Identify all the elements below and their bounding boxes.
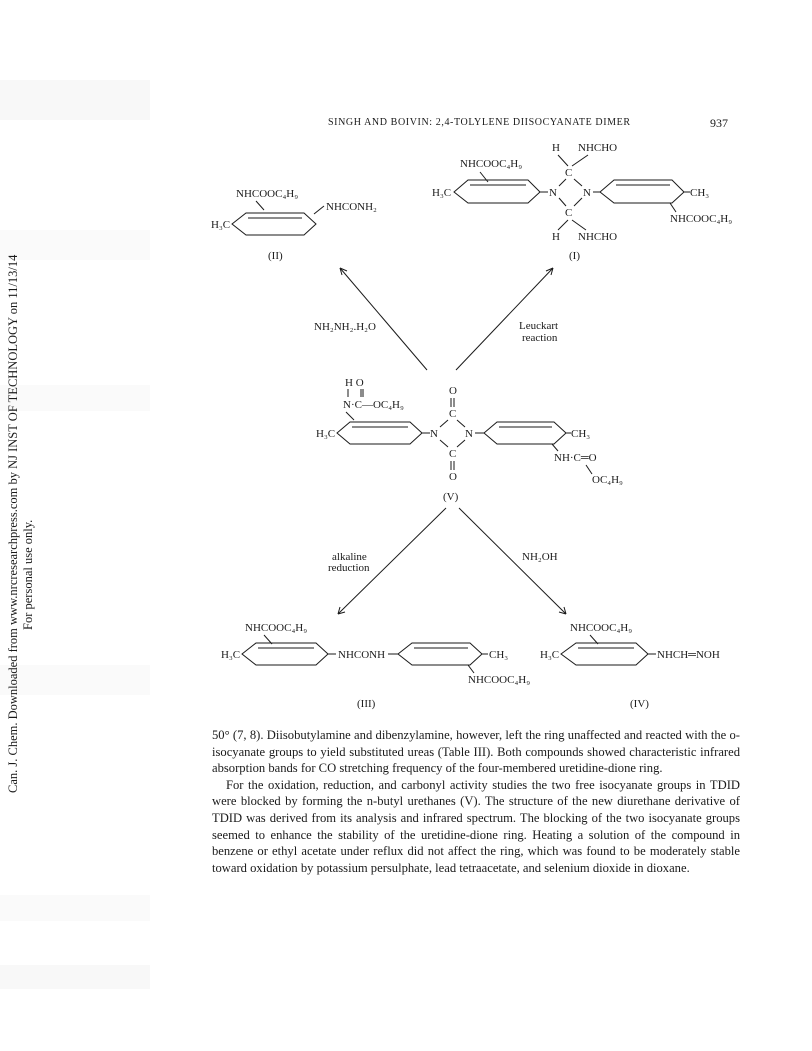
running-title: SINGH AND BOIVIN: 2,4-TOLYLENE DIISOCYANATE DIMER [328, 117, 631, 128]
reagent-to-II: NH₂NH₂.H₂O [314, 321, 376, 333]
compound-III-methyl-left: H₃C [221, 649, 241, 661]
scan-artifact [0, 965, 150, 989]
compound-IV-label: (IV) [630, 698, 649, 710]
compound-V-o-top: O [449, 385, 457, 397]
reagent-to-III-line2: reduction [328, 562, 370, 574]
compound-I-bottom-h: H [552, 231, 560, 243]
compound-I-n-right: N [583, 187, 591, 199]
compound-V-h-o: H O [345, 377, 364, 389]
personal-use-line: For personal use only. [21, 519, 35, 630]
compound-II-methyl: H₃C [211, 219, 231, 231]
reagent-to-I-line1: Leuckart [519, 320, 559, 332]
download-line: Can. J. Chem. Downloaded from www.nrcresearchpress.com by NJ INST OF TECHNOLOGY on 11/13/14 [6, 254, 20, 793]
compound-II [211, 188, 377, 262]
compound-I-n-left: N [549, 187, 557, 199]
compound-V-n-right: N [465, 428, 473, 440]
compound-I-c-bottom: C [565, 207, 573, 219]
body-text [212, 727, 740, 876]
compound-V-urethane: N·C—OC₄H₉ [343, 399, 404, 411]
paragraph-2: For the oxidation, reduction, and carbonyl activity studies the two free isocyanate groups in TDID were blocked by forming the n-butyl urethanes (V). The structure of the new diurethane derivative of TDID was derived from its analysis and infrared spectrum. The blocking of the two isocyanate groups seemed to enhance the stability of the uretidine-dione ring. Heating a solution of the compound in benzene or ethyl acetate under reflux did not affect the ring, which was found to be moderately stable toward oxidation by potassium persulphate, lead tetraacetate, and selenium dioxide in dioxane. [212, 777, 740, 875]
compound-V [316, 377, 623, 503]
compound-III-label: (III) [357, 698, 376, 710]
compound-V-methyl-right: CH₃ [571, 428, 591, 440]
compound-I-label: (I) [569, 250, 580, 262]
compound-III-sub-left: NHCOOC₄H₉ [245, 622, 308, 634]
compound-III [221, 622, 530, 710]
compound-V-n-left: N [430, 428, 438, 440]
compound-IV [540, 622, 720, 710]
compound-I-c-top: C [565, 167, 573, 179]
compound-V-methyl-left: H₃C [316, 428, 336, 440]
compound-I-top-h: H [552, 142, 560, 154]
compound-V-nh-co: NH·C═O [554, 452, 597, 464]
compound-I-left-methyl: H₃C [432, 187, 452, 199]
compound-I [432, 142, 732, 262]
compound-IV-oxime: NHCH═NOH [657, 649, 720, 661]
compound-V-o-bottom: O [449, 471, 457, 483]
compound-V-c-bottom: C [449, 448, 457, 460]
compound-V-c-top: C [449, 408, 457, 420]
reagent-to-I-line2: reaction [522, 332, 558, 344]
compound-II-sub1: NHCOOC₄H₉ [236, 188, 299, 200]
scan-artifact [0, 895, 150, 921]
compound-IV-sub: NHCOOC₄H₉ [570, 622, 633, 634]
page-number: 937 [710, 116, 728, 130]
paragraph-1: 50° (7, 8). Diisobutylamine and dibenzylamine, however, left the ring unaffected and reacted with the o-isocyanate groups to yield substituted ureas (Table III). Both compounds showed characteristic infrared absorption bands for CO stretching frequency of the four-membered uretidine-dione ring. [212, 728, 740, 776]
compound-II-label: (II) [268, 250, 283, 262]
compound-III-methyl-right: CH₃ [489, 649, 509, 661]
compound-III-sub-right: NHCOOC₄H₉ [468, 674, 531, 686]
compound-I-bottom-group: NHCHO [578, 231, 618, 243]
compound-V-label: (V) [443, 491, 459, 503]
compound-V-oc4h9: OC₄H₉ [592, 474, 623, 486]
compound-I-right-methyl: CH₃ [690, 187, 710, 199]
reagent-to-III-line1: alkaline [332, 551, 367, 563]
compound-I-left-sub: NHCOOC₄H₉ [460, 158, 523, 170]
compound-I-right-sub: NHCOOC₄H₉ [670, 213, 733, 225]
compound-III-bridge: NHCONH [338, 649, 386, 661]
compound-II-sub2: NHCONH₂ [326, 201, 377, 213]
compound-IV-methyl: H₃C [540, 649, 560, 661]
compound-I-top-group: NHCHO [578, 142, 618, 154]
reagent-to-IV: NH₂OH [522, 551, 558, 563]
